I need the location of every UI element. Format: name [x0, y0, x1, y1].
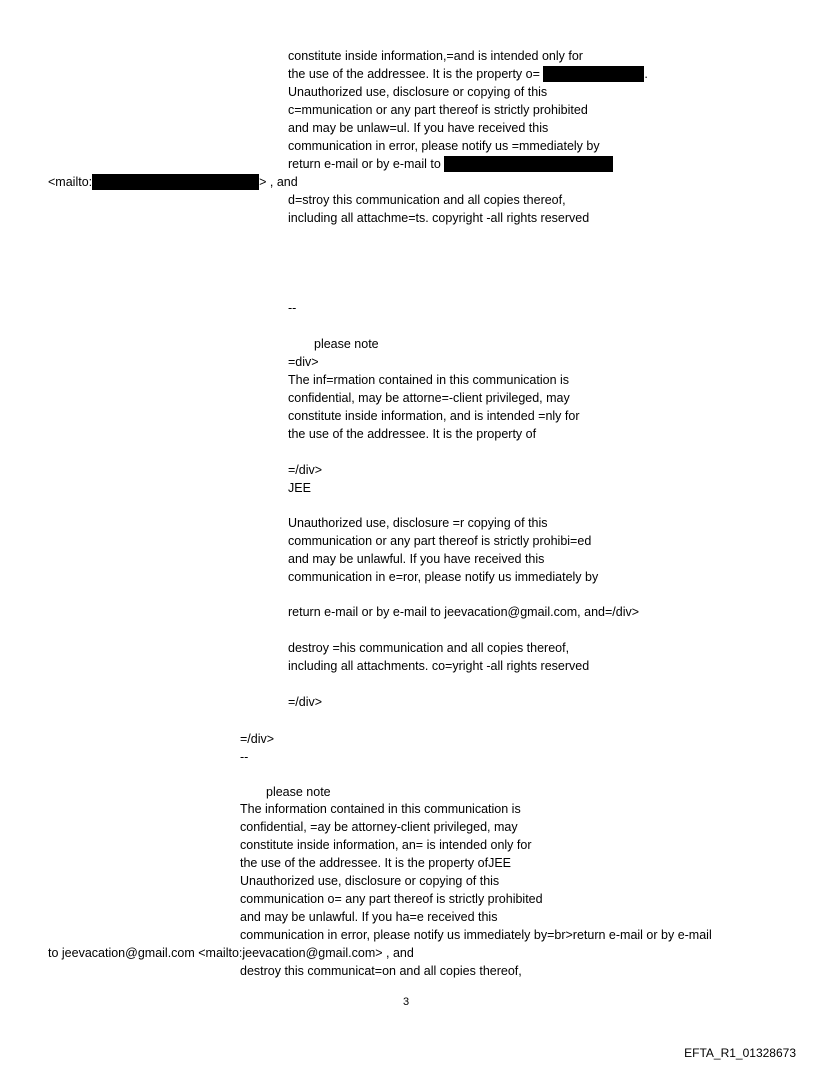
text-line: return e-mail or by e-mail to jeevacation@gmail.com, and=/div>	[288, 605, 640, 619]
text-line: --	[240, 750, 249, 764]
text-segment: .	[644, 67, 648, 81]
text-segment: > , and	[259, 175, 298, 189]
document-id: EFTA_R1_01328673	[684, 1046, 796, 1060]
text-segment: <mailto:	[48, 175, 93, 189]
text-line: Unauthorized use, disclosure or copying of this	[288, 85, 548, 99]
text-line: destroy =his communication and all copies thereof,	[288, 641, 570, 655]
text-line: communication in error, please notify us =mmediately by	[288, 139, 600, 153]
text-line	[48, 174, 298, 190]
text-line: constitute inside information, and is intended =nly for	[288, 409, 580, 423]
text-line: communication o= any part thereof is strictly prohibited	[240, 892, 543, 906]
text-line: communication in e=ror, please notify us immediately by	[288, 570, 599, 584]
text-line: including all attachme=ts. copyright -all rights reserved	[288, 211, 590, 225]
text-line: the use of the addressee. It is the property of	[288, 427, 537, 441]
text-line: =/div>	[240, 732, 275, 746]
text-line: Unauthorized use, disclosure =r copying of this	[288, 516, 548, 530]
text-line: including all attachments. co=yright -all rights reserved	[288, 659, 590, 673]
text-line: c=mmunication or any part thereof is strictly prohibited	[288, 103, 588, 117]
text-line: to jeevacation@gmail.com <mailto:jeevacation@gmail.com> , and	[48, 946, 414, 960]
redaction-box	[543, 66, 644, 82]
text-line	[288, 156, 613, 172]
text-line: please note	[314, 337, 379, 351]
text-line: =/div>	[288, 463, 323, 477]
text-line: The inf=rmation contained in this communication is	[288, 373, 570, 387]
text-line: Unauthorized use, disclosure or copying of this	[240, 874, 500, 888]
text-line: d=stroy this communication and all copies thereof,	[288, 193, 566, 207]
redaction-box	[444, 156, 613, 172]
text-line: confidential, may be attorne=-client privileged, may	[288, 391, 570, 405]
text-segment: the use of the addressee. It is the property o=	[288, 67, 540, 81]
text-line: and may be unlawful. If you ha=e received this	[240, 910, 498, 924]
text-line: destroy this communicat=on and all copies thereof,	[240, 964, 522, 978]
page-number: 3	[403, 996, 410, 1008]
redaction-box	[92, 174, 259, 190]
text-line: =div>	[288, 355, 319, 369]
text-line: The information contained in this communication is	[240, 802, 521, 816]
text-line: constitute inside information, an= is intended only for	[240, 838, 532, 852]
text-line: communication or any part thereof is strictly prohibi=ed	[288, 534, 592, 548]
text-line: constitute inside information,=and is intended only for	[288, 49, 583, 63]
text-segment: return e-mail or by e-mail to	[288, 157, 441, 171]
text-line: and may be unlaw=ul. If you have received this	[288, 121, 549, 135]
text-line: communication in error, please notify us immediately by=br>return e-mail or by e-mail	[240, 928, 712, 942]
text-line: =/div>	[288, 695, 323, 709]
text-line: JEE	[288, 481, 311, 495]
text-line: confidential, =ay be attorney-client privileged, may	[240, 820, 518, 834]
text-line: please note	[266, 785, 331, 799]
text-line	[288, 66, 648, 82]
text-line: the use of the addressee. It is the property ofJEE	[240, 856, 511, 870]
text-line: and may be unlawful. If you have received this	[288, 552, 545, 566]
text-line: --	[288, 301, 297, 315]
